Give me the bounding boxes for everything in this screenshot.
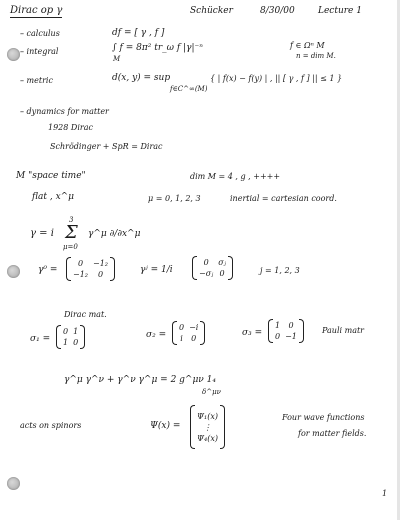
dirac-mat-heading: Dirac mat. bbox=[64, 310, 107, 319]
metric-label: – metric bbox=[20, 76, 53, 85]
j-range: j = 1, 2, 3 bbox=[260, 266, 300, 275]
sigma1-label: σ₁ = bbox=[30, 334, 51, 344]
dynamics-year: 1928 Dirac bbox=[48, 123, 93, 132]
integral-note: f ∈ Ωⁿ M bbox=[290, 41, 325, 50]
spacetime-inertial: inertial = cartesian coord. bbox=[230, 194, 337, 203]
punch-hole-top bbox=[7, 48, 20, 61]
integral-note-dim: n = dim M. bbox=[296, 52, 336, 60]
metric-expr: d(x, y) = sup bbox=[112, 73, 171, 83]
psi-vector: Ψ₁(x) ⋮ Ψ₄(x) bbox=[190, 405, 225, 449]
integral-label: – integral bbox=[20, 47, 59, 56]
metric-rest: { | f(x) − f(y) | , || [ γ , f ] || ≤ 1 } bbox=[210, 74, 343, 83]
author: Schücker bbox=[190, 6, 233, 16]
metric-sup-domain: f∈C^∞(M) bbox=[170, 85, 208, 93]
spinors-note-1: Four wave functions bbox=[282, 413, 365, 422]
integral-expr: ∫ f = 8π² tr_ω f |γ|⁻ⁿ bbox=[112, 43, 203, 53]
clifford-equation: γ^μ γ^ν + γ^ν γ^μ = 2 g^μν 1₄ bbox=[64, 375, 216, 385]
integral-domain: M bbox=[113, 55, 121, 63]
punch-hole-bottom bbox=[7, 477, 20, 490]
gammaj-label: γʲ = 1/i bbox=[140, 265, 173, 275]
date: 8/30/00 bbox=[260, 6, 295, 16]
sigma2-label: σ₂ = bbox=[146, 330, 167, 340]
dirac-op-sum-top: 3 bbox=[69, 216, 74, 224]
dirac-op-term: γ^μ ∂/∂x^μ bbox=[88, 229, 141, 239]
spacetime-mu-range: μ = 0, 1, 2, 3 bbox=[148, 194, 201, 203]
dirac-op-sigma: Σ bbox=[65, 222, 78, 243]
gamma0-label: γ⁰ = bbox=[38, 265, 58, 275]
pauli-note: Pauli matr bbox=[322, 326, 364, 335]
sigma1-matrix: 0 1 1 0 bbox=[56, 325, 85, 349]
dynamics-equation: Schrödinger + SpR = Dirac bbox=[50, 142, 163, 151]
gammaj-matrix: 0 σⱼ −σⱼ 0 bbox=[192, 256, 233, 280]
lecture: Lecture 1 bbox=[318, 6, 362, 16]
spinors-label: acts on spinors bbox=[20, 421, 82, 430]
sigma3-label: σ₃ = bbox=[242, 328, 263, 338]
calculus-expr: df = [ γ , f ] bbox=[112, 28, 165, 38]
dynamics-label: – dynamics for matter bbox=[20, 107, 109, 116]
punch-hole-middle bbox=[7, 265, 20, 278]
sigma3-matrix: 1 0 0 −1 bbox=[268, 319, 304, 343]
gamma0-matrix: 0 −1₂ −1₂ 0 bbox=[66, 257, 115, 281]
spacetime-dims: dim M = 4 , g , ++++ bbox=[190, 172, 281, 181]
calculus-label: – calculus bbox=[20, 29, 60, 38]
page-title: Dirac op γ bbox=[10, 5, 63, 16]
page-number: 1 bbox=[382, 489, 388, 498]
clifford-sub: δ^μν bbox=[202, 388, 221, 396]
psi-label: Ψ(x) = bbox=[150, 421, 181, 431]
spinors-note-2: for matter fields. bbox=[298, 429, 367, 438]
dirac-op-lhs: γ = i bbox=[30, 228, 54, 239]
spacetime-label: M "space time" bbox=[16, 171, 86, 181]
spacetime-flat: flat , x^μ bbox=[32, 192, 75, 202]
dirac-op-sum-bottom: μ=0 bbox=[63, 243, 78, 251]
sigma2-matrix: 0 −i i 0 bbox=[172, 321, 205, 345]
